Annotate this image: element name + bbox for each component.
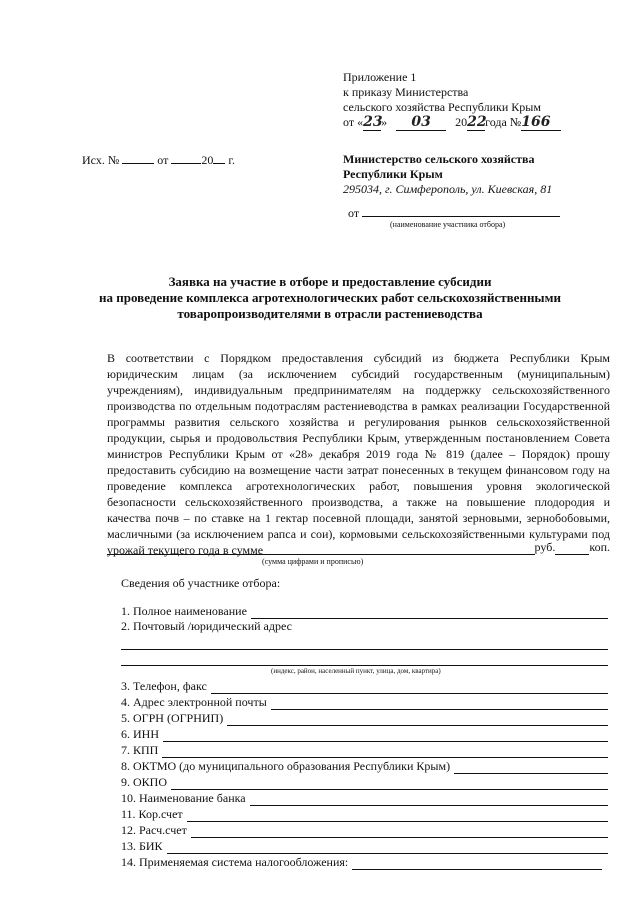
title-line2: на проведение комплекса агротехнологических работ сельскохозяйственными (99, 290, 561, 305)
field-full-name: 1. Полное наименование (121, 604, 608, 619)
outgoing-number-line: Исх. № от 20 г. (82, 153, 235, 167)
appendix-ministry-line: сельского хозяйства Республики Крым (343, 100, 541, 114)
ogrn-input[interactable] (227, 714, 608, 726)
field-email: 4. Адрес электронной почты (121, 694, 608, 710)
postal-address-line2[interactable] (121, 650, 608, 666)
document-title (60, 274, 600, 322)
full-name-input[interactable] (251, 607, 608, 619)
okpo-input[interactable] (171, 778, 608, 790)
bik-input[interactable] (167, 842, 608, 854)
body-line: В соответствии с Порядком предоставления субсидий из бюджета Республики Крым (107, 351, 610, 365)
field-tax-system: 14. Применяемая система налогообложения: (121, 854, 608, 870)
field-bik: 13. БИК (121, 838, 608, 854)
kpp-input[interactable] (162, 746, 608, 758)
inn-input[interactable] (163, 730, 608, 742)
field-okpo: 9. ОКПО (121, 774, 608, 790)
recipient-name-line2: Республики Крым (343, 167, 443, 181)
email-input[interactable] (271, 698, 608, 710)
participant-hint: (наименование участника отбора) (390, 220, 506, 229)
scan-edge-artifact (0, 898, 640, 905)
title-line1: Заявка на участие в отборе и предоставление субсидии (168, 274, 492, 289)
field-kpp: 7. КПП (121, 742, 608, 758)
from-participant-line: от (348, 206, 560, 221)
field-corr-account: 11. Кор.счет (121, 806, 608, 822)
rub-label: руб. (534, 540, 556, 554)
outgoing-year-blank[interactable] (213, 163, 225, 164)
bank-name-input[interactable] (250, 794, 608, 806)
corr-account-input[interactable] (187, 810, 608, 822)
appendix-date-line: от «23» 03 2022года №166 (343, 115, 573, 133)
field-phone-fax: 3. Телефон, факс (121, 678, 608, 694)
body-line: проведение комплекса агротехнологических работ, повышения уровня экологической (107, 479, 610, 493)
participant-name-blank[interactable] (362, 216, 560, 217)
body-line: продукции, сырья и продовольствия Республики Крым, утвержденным постановлением Совета (107, 431, 610, 445)
body-line: министров Республики Крым от «28» декабря 2019 года № 819 (далее – Порядок) прошу (107, 447, 610, 461)
body-line: качества почв – по ставке на 1 гектар посевной площади, занятой зерновыми, зернобобовыми, (107, 511, 610, 525)
body-paragraph (107, 350, 610, 366)
body-line: безопасности сельскохозяйственного производства, а также на повышение плодородия и (107, 495, 610, 509)
title-line3: товаропроизводителями в отрасли растениеводства (177, 306, 483, 321)
recipient-block (343, 152, 593, 197)
field-bank-name: 10. Наименование банка (121, 790, 608, 806)
body-line: производства по отдельным подотраслям растениеводства в рамках реализации Государственной (107, 399, 610, 413)
field-settlement-account: 12. Расч.счет (121, 822, 608, 838)
settlement-account-input[interactable] (191, 826, 608, 838)
field-postal-address: 2. Почтовый /юридический адрес (121, 619, 292, 633)
appendix-block (343, 70, 573, 133)
appendix-number: 166 (521, 115, 561, 131)
kop-blank[interactable] (555, 543, 589, 555)
phone-fax-input[interactable] (211, 682, 608, 694)
field-oktmo: 8. ОКТМО (до муниципального образования Республики Крым) (121, 758, 608, 774)
body-last-line: урожай текущего года в сумме (107, 543, 264, 557)
appendix-year: 22 (467, 114, 487, 130)
sum-blank[interactable] (107, 543, 535, 555)
body-paragraph-cont (107, 366, 610, 558)
body-line: учреждениям), индивидуальным предпринимателям на поддержку сельскохозяйственного (107, 383, 610, 397)
appendix-day: 23 (363, 114, 383, 130)
kop-label: коп. (589, 540, 610, 554)
recipient-address: 295034, г. Симферополь, ул. Киевская, 81 (343, 182, 553, 196)
outgoing-number-blank[interactable] (122, 163, 154, 164)
sum-line (107, 540, 610, 555)
body-line: предоставить субсидию на возмещение части затрат понесенных в текущем финансовом году на (107, 463, 610, 477)
postal-address-line1[interactable] (121, 634, 608, 650)
appendix-month: 03 (396, 115, 446, 131)
body-line: масличными (за исключением рапса и сои), кормовыми сельскохозяйственными культурами под (107, 527, 610, 541)
field-ogrn: 5. ОГРН (ОГРНИП) (121, 710, 608, 726)
body-line: юридическим лицам (за исключением субсидий государственным (муниципальным) (107, 367, 610, 381)
recipient-name-line1: Министерство сельского хозяйства (343, 152, 535, 166)
appendix-title: Приложение 1 (343, 70, 417, 84)
tax-system-input[interactable] (352, 858, 602, 870)
sum-hint: (сумма цифрами и прописью) (262, 557, 364, 566)
oktmo-input[interactable] (454, 762, 608, 774)
appendix-order-line: к приказу Министерства (343, 85, 469, 99)
info-fields (121, 604, 608, 870)
field-inn: 6. ИНН (121, 726, 608, 742)
info-heading: Сведения об участнике отбора: (121, 576, 281, 590)
outgoing-date-blank[interactable] (171, 163, 201, 164)
address-hint: (индекс, район, населенный пункт, улица, дом, квартира) (271, 667, 441, 675)
body-line: программы развития сельского хозяйства и регулирования рынков сельскохозяйственной (107, 415, 610, 429)
